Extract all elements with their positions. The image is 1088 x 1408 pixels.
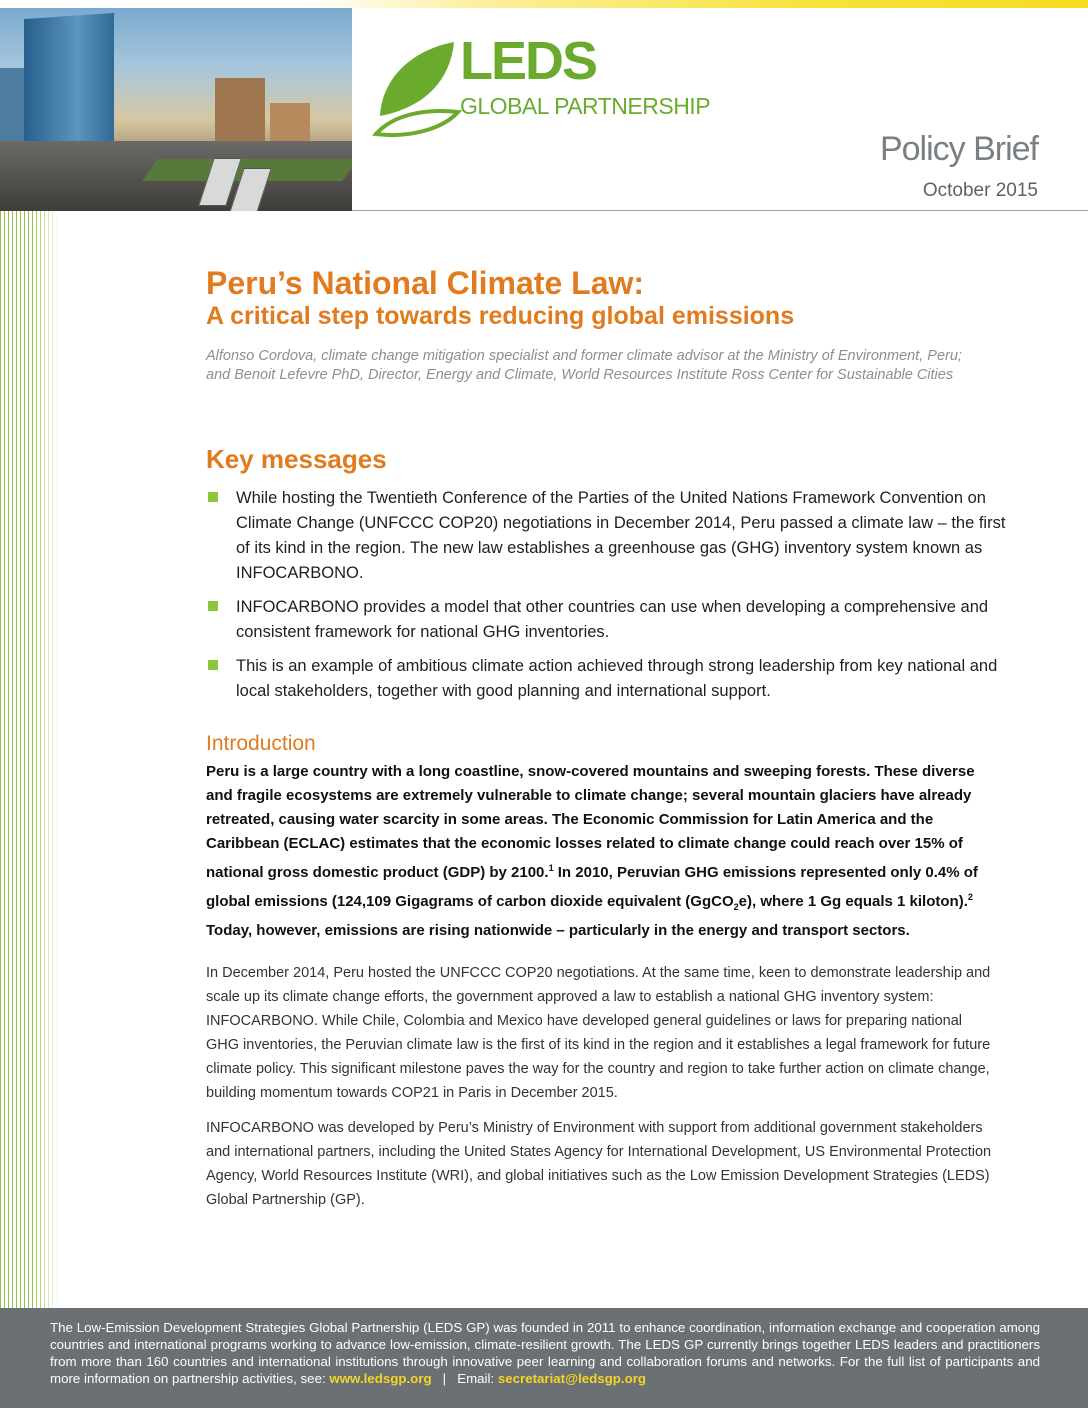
key-message-text: While hosting the Twentieth Conference of the Parties of the United Nations Framework Convention on Climate Change (UNFCCC COP20) negotiations in December 2014, Peru passed a climate law – the first of its kind in the region. The new law establishes a greenhouse gas (GHG) inventory system known as INFOCARBONO.	[236, 489, 1006, 582]
bullet-square-icon	[208, 492, 218, 502]
key-messages-heading: Key messages	[206, 444, 387, 474]
list-item	[206, 486, 1006, 586]
logo-wordmark-global-partnership: GLOBAL PARTNERSHIP	[460, 93, 711, 119]
body-paragraph: INFOCARBONO was developed by Peru’s Ministry of Environment with support from additional government stakeholders and international partners, including the United States Agency for International Development, US Environmental Protection Agency, World Resources Institute (WRI), and global initiatives such as the Low Emission Development Strategies (LEDS) Global Partnership (GP).	[206, 1120, 992, 1208]
website-link[interactable]: www.ledsgp.org	[329, 1371, 432, 1386]
list-item	[206, 654, 1006, 704]
page-title: Peru’s National Climate Law:	[206, 265, 645, 301]
footer-separator: | Email:	[431, 1371, 498, 1386]
key-message-text: INFOCARBONO provides a model that other countries can use when developing a comprehensive and consistent framework for national GHG inventories.	[236, 598, 989, 641]
left-pinstripe-decoration	[0, 211, 58, 1308]
lead-text: Today, however, emissions are rising nationwide – particularly in the energy and transport sectors.	[206, 922, 910, 939]
publication-date: October 2015	[922, 180, 1038, 201]
key-message-text: This is an example of ambitious climate action achieved through strong leadership from key national and local stakeholders, together with good planning and international support.	[236, 657, 998, 700]
list-item	[206, 595, 1006, 645]
page-subtitle: A critical step towards reducing global emissions	[206, 302, 795, 330]
document-type: Policy Brief	[879, 130, 1038, 168]
logo-wordmark-leds: LEDS	[460, 31, 597, 91]
body-paragraph: In December 2014, Peru hosted the UNFCCC COP20 negotiations. At the same time, keen to demonstrate leadership and scale up its climate change efforts, the government approved a law to establish a national GHG inventory system: INFOCARBONO. While Chile, Colombia and Mexico have developed general guidelines or laws for preparing national GHG inventories, the Peruvian climate law is the first of its kind in the region and it establishes a legal framework for future climate policy. This significant milestone paves the way for the country and region to take further action on climate change, building momentum towards COP21 in Paris in December 2015.	[206, 965, 991, 1101]
footer-text	[50, 1319, 1040, 1387]
header-divider	[352, 210, 1088, 211]
author-line: Alfonso Cordova, climate change mitigation specialist and former climate advisor at the Ministry of Environment, Peru; and Benoit Lefevre PhD, Director, Energy and Climate, World Resources Institute Ross Center for Sustainable Cities	[206, 348, 962, 383]
photo-building	[215, 78, 265, 148]
lead-text: Peru is a large country with a long coastline, snow-covered mountains and sweeping forests. These diverse and fragile ecosystems are extremely vulnerable to climate change; several mountain glaciers have already retreated, causing water scarcity in some areas. The Economic Commission for Latin America and the Caribbean (ECLAC) estimates that the economic losses related to climate change could reach over 15% of national gross domestic product (GDP) by 2100.	[206, 763, 975, 881]
email-link[interactable]: secretariat@ledsgp.org	[497, 1371, 647, 1386]
top-color-band	[0, 0, 1088, 8]
lead-text: e), where 1 Gg equals 1 kiloton).	[738, 893, 968, 910]
footnote-marker: 2	[967, 892, 973, 902]
subscript: 2	[733, 902, 739, 912]
introduction-heading: Introduction	[206, 732, 316, 755]
introduction-lead-paragraph	[206, 760, 996, 943]
bullet-square-icon	[208, 601, 218, 611]
footnote-marker: 1	[548, 863, 554, 873]
key-messages-list	[206, 486, 1006, 713]
header-city-photo	[0, 8, 352, 211]
lead-text: In 2010, Peruvian GHG emissions represented only 0.4% of global emissions (124,109 Gigagrams of carbon dioxide equivalent (GgCO	[206, 864, 978, 910]
leds-leaf-logo-icon	[372, 38, 462, 138]
footer-description: The Low-Emission Development Strategies Global Partnership (LEDS GP) was founded in 2011 to enhance coordination, information exchange and cooperation among countries and international programs working to advance low-emission, climate-resilient growth. The LEDS GP currently brings together LEDS leaders and practitioners from more than 160 countries and international institutions through innovative peer learning and collaboration forums and networks. For the full list of participants and more information on partnership activities, see:	[50, 1320, 1040, 1386]
bullet-square-icon	[208, 660, 218, 670]
